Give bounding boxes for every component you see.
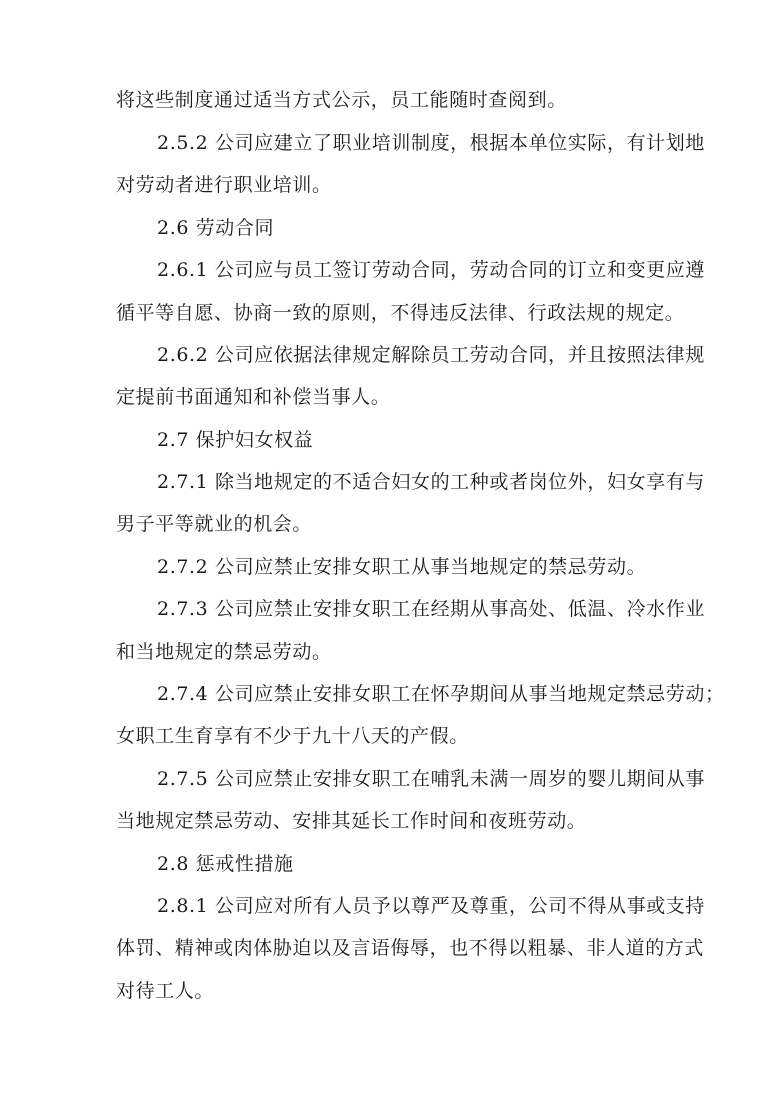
- text-line: 2.7.3 公司应禁止安排女职工在经期从事高处、低温、冷水作业: [157, 598, 705, 620]
- text-line: 对待工人。: [116, 980, 215, 1002]
- text-line: 2.5.2 公司应建立了职业培训制度，根据本单位实际，有计划地: [157, 132, 705, 154]
- text-line: 当地规定禁忌劳动、安排其延长工作时间和夜班劳动。: [116, 810, 587, 832]
- text-line: 对劳动者进行职业培训。: [116, 174, 332, 196]
- section-heading: 2.6 劳动合同: [157, 217, 275, 239]
- text-line: 和当地规定的禁忌劳动。: [116, 641, 332, 663]
- text-line: 2.7.2 公司应禁止安排女职工从事当地规定的禁忌劳动。: [157, 556, 647, 578]
- text-line: 2.6.2 公司应依据法律规定解除员工劳动合同，并且按照法律规: [157, 344, 705, 366]
- text-line: 2.7.5 公司应禁止安排女职工在哺乳未满一周岁的婴儿期间从事: [157, 768, 705, 790]
- text-line: 2.7.4 公司应禁止安排女职工在怀孕期间从事当地规定禁忌劳动；: [157, 683, 725, 705]
- text-line: 2.8.1 公司应对所有人员予以尊严及尊重，公司不得从事或支持: [157, 895, 705, 917]
- section-heading: 2.7 保护妇女权益: [157, 429, 314, 451]
- text-line: 定提前书面通知和补偿当事人。: [116, 386, 391, 408]
- text-line: 2.7.1 除当地规定的不适合妇女的工种或者岗位外，妇女享有与: [157, 471, 705, 493]
- text-line: 循平等自愿、协商一致的原则，不得违反法律、行政法规的规定。: [116, 302, 685, 324]
- text-line: 体罚、精神或肉体胁迫以及言语侮辱，也不得以粗暴、非人道的方式: [116, 937, 705, 959]
- text-line: 将这些制度通过适当方式公示，员工能随时查阅到。: [116, 89, 567, 111]
- text-line: 男子平等就业的机会。: [116, 513, 313, 535]
- section-heading: 2.8 惩戒性措施: [157, 853, 294, 875]
- text-line: 女职工生育享有不少于九十八天的产假。: [116, 725, 469, 747]
- text-line: 2.6.1 公司应与员工签订劳动合同，劳动合同的订立和变更应遵: [157, 259, 705, 281]
